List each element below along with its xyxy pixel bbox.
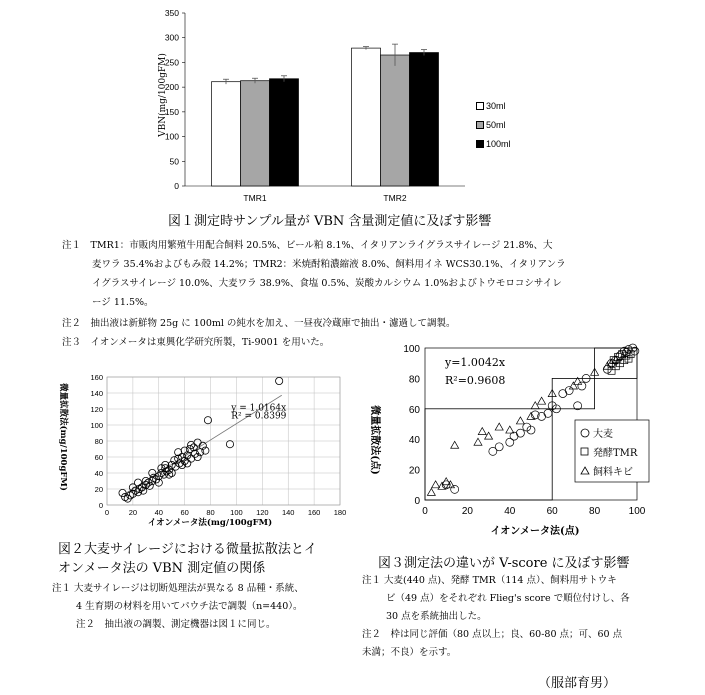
legend-swatch-black <box>476 140 484 148</box>
fig3-point-kibi <box>495 423 503 430</box>
fig2-ytick-label: 160 <box>90 373 103 382</box>
fig3-point-barley <box>578 382 586 390</box>
fig3-note1a: 注１ 大麦(440 点)、発酵 TMR（114 点）、飼料用サトウキ <box>362 575 617 586</box>
fig1-note1b: 麦ワラ 35.4%およびもみ殻 14.2%；TMR2：米焼酎粕濃縮液 8.0%、飼料用イネ WCS30.1%、イタリアンラ <box>92 259 566 270</box>
fig1-notes <box>62 236 692 352</box>
fig3-scatter-chart <box>365 340 665 540</box>
legend-item-100ml: 100ml <box>476 134 511 153</box>
fig2-xtick-label: 0 <box>104 508 110 517</box>
legend-swatch-gray <box>476 121 484 129</box>
fig3-legend-tmr: 発酵TMR <box>593 448 638 459</box>
fig2-ytick-label: 40 <box>94 469 103 478</box>
fig2-equation: y = 1.0164x <box>231 403 287 414</box>
fig2-ytick-label: 80 <box>94 437 103 446</box>
fig2-xtick-label: 180 <box>333 508 347 517</box>
legend-square-icon <box>581 448 588 455</box>
fig1-ytick-label: 150 <box>164 106 179 117</box>
fig1-ytick-label: 50 <box>169 156 179 167</box>
fig3-xtick-label: 100 <box>628 506 646 517</box>
fig3-point-barley <box>544 409 552 417</box>
fig3-point-barley <box>559 390 567 398</box>
fig3-ytick-label: 20 <box>408 465 420 477</box>
fig3-note1b: ビ（49 点）をそれぞれ Flieg's score で順位付けし、各 <box>386 593 630 604</box>
fig2-ytick-label: 0 <box>98 501 103 510</box>
fig2-xtick-label: 120 <box>256 508 269 517</box>
fig3-point-barley <box>516 429 524 437</box>
fig3-point-kibi <box>506 426 514 433</box>
fig2-point <box>122 493 129 500</box>
fig2-ytick-label: 20 <box>94 485 103 494</box>
fig1-bar-30ml-TMR2 <box>352 48 381 186</box>
fig2-point <box>276 377 283 384</box>
fig2-xtick-label: 20 <box>128 508 138 517</box>
author: （服部育男） <box>538 676 617 691</box>
fig2-xtick-label: 80 <box>206 508 215 517</box>
fig3-legend-kibi: 飼料キビ <box>593 467 633 478</box>
fig1-note1: 注１ TMR1：市販肉用繁殖牛用配合飼料 20.5%、ビール粕 8.1%、イタリアンライグラスサイレージ 21.8%、大 <box>62 240 553 251</box>
fig3-note1c: 30 点を系統抽出した。 <box>386 611 487 622</box>
fig3-ytick-label: 60 <box>408 404 420 416</box>
fig1-note3: 注３ イオンメータは東興化学研究所製，Ti-9001 を用いた。 <box>62 337 330 348</box>
fig2-scatter-chart <box>55 365 355 530</box>
fig3-note2a: 注２ 枠は同じ評価（80 点以上；良、60-80 点；可、60 点 <box>362 629 623 640</box>
fig3-r2: R²=0.9608 <box>445 374 506 387</box>
fig3-caption: 図３測定法の違いが V-score に及ぼす影響 <box>378 556 630 571</box>
fig1-bar-30ml-TMR1 <box>212 82 241 186</box>
fig3-point-barley <box>506 438 514 446</box>
fig3-point-barley <box>451 485 459 493</box>
fig1-note2: 注２ 抽出液は新鮮物 25g に 100ml の純水を加え、一昼夜冷蔵庫で抽出・濾過して調製。 <box>62 318 456 329</box>
fig2-point <box>226 441 233 448</box>
fig1-ytick-label: 350 <box>164 8 179 18</box>
fig3-point-barley <box>565 387 573 395</box>
fig1-bars <box>212 44 439 186</box>
fig1-note1c: イグラスサイレージ 10.0%、大麦ワラ 38.9%、食塩 0.5%、炭酸カルシウム 1.0%およびトウモロコシサイレ <box>92 278 562 289</box>
fig3-point-kibi <box>451 441 459 448</box>
fig2-ylabel: 微量拡散法(mg/100gFM) <box>58 383 68 491</box>
fig2-caption-line1: 図２大麦サイレージにおける微量拡散法とイ <box>58 542 317 557</box>
fig3-ytick-label: 40 <box>408 435 420 447</box>
fig2-ytick-label: 100 <box>90 421 103 430</box>
fig1-ytick-label: 250 <box>164 57 179 68</box>
fig1-legend <box>476 96 511 153</box>
fig2-point <box>119 489 126 496</box>
fig3-ytick-label: 80 <box>408 374 420 386</box>
fig3-point-kibi <box>516 417 524 424</box>
fig1-bar-100ml-TMR1 <box>270 79 299 186</box>
fig3-point-kibi <box>427 488 435 495</box>
fig1-bar-100ml-TMR2 <box>410 53 439 186</box>
fig3-xlabel: イオンメータ法(点) <box>490 526 580 537</box>
legend-item-30ml: 30ml <box>476 96 511 115</box>
fig3-notes <box>362 572 697 662</box>
fig1-note1d: ージ 11.5%。 <box>92 297 154 308</box>
fig2-xtick-label: 100 <box>230 508 243 517</box>
fig1-ytick-label: 100 <box>164 131 179 142</box>
fig2-xtick-label: 40 <box>154 508 163 517</box>
fig3-point-kibi <box>538 397 546 404</box>
fig3-xtick-label: 0 <box>422 506 428 517</box>
fig3-xtick-label: 60 <box>546 506 558 517</box>
fig2-xtick-label: 140 <box>281 508 295 517</box>
fig1-caption: 図１測定時サンプル量が VBN 含量測定値に及ぼす影響 <box>168 214 492 229</box>
fig3-xtick-label: 40 <box>504 506 516 517</box>
fig2-notes <box>52 580 362 634</box>
legend-item-50ml: 50ml <box>476 115 511 134</box>
fig2-note2: 注２ 抽出液の調製、測定機器は図１に同じ。 <box>76 619 276 630</box>
fig2-note1b: 4 生育期の材料を用いてパウチ法で調製（n=440）。 <box>76 601 303 612</box>
fig2-caption <box>58 540 317 578</box>
fig2-r2: R² = 0.8399 <box>231 411 287 422</box>
legend-swatch-white <box>476 102 484 110</box>
fig1-bar-50ml-TMR2 <box>381 55 410 186</box>
fig3-point-kibi <box>474 438 482 445</box>
fig2-ytick-label: 60 <box>94 453 103 462</box>
fig2-points <box>119 377 283 502</box>
fig3-legend-barley: 大麦 <box>593 429 613 440</box>
fig3-note2b: 未満；不良）を示す。 <box>362 647 457 658</box>
fig3-ylabel: 微量拡散法(点) <box>369 405 380 475</box>
fig3-xtick-label: 20 <box>461 506 473 517</box>
fig2-ytick-label: 120 <box>90 405 103 414</box>
fig1-xtick-label: TMR2 <box>383 193 407 203</box>
fig3-ytick-label: 100 <box>403 344 420 355</box>
fig2-xtick-label: 60 <box>180 508 189 517</box>
fig1-ylabel: VBN(mg/100gFM) <box>158 53 168 137</box>
fig3-point-kibi <box>478 428 486 435</box>
fig3-ytick-label: 0 <box>414 496 420 507</box>
fig2-xtick-label: 160 <box>307 508 321 517</box>
fig1-ytick-label: 0 <box>174 181 179 191</box>
fig2-ytick-label: 140 <box>90 389 103 398</box>
fig1-ytick-label: 200 <box>164 82 179 93</box>
fig1-bar-50ml-TMR1 <box>241 81 270 186</box>
fig3-equation: y=1.0042x <box>445 356 506 369</box>
fig3-point-kibi <box>432 481 440 488</box>
fig3-legend <box>575 420 649 482</box>
fig1-ytick-label: 300 <box>164 32 179 43</box>
fig2-xlabel: イオンメータ法(mg/100gFM) <box>147 518 273 528</box>
fig2-caption-line2: オンメータ法の VBN 測定値の関係 <box>58 561 266 576</box>
fig2-note1a: 注１ 大麦サイレージは切断処理法が異なる 8 品種・系統、 <box>52 583 304 594</box>
fig3-point-kibi <box>569 382 577 389</box>
legend-circle-icon <box>581 429 589 437</box>
fig3-point-barley <box>495 443 503 451</box>
fig1-xtick-label: TMR1 <box>243 193 267 203</box>
fig3-xtick-label: 80 <box>589 506 601 517</box>
